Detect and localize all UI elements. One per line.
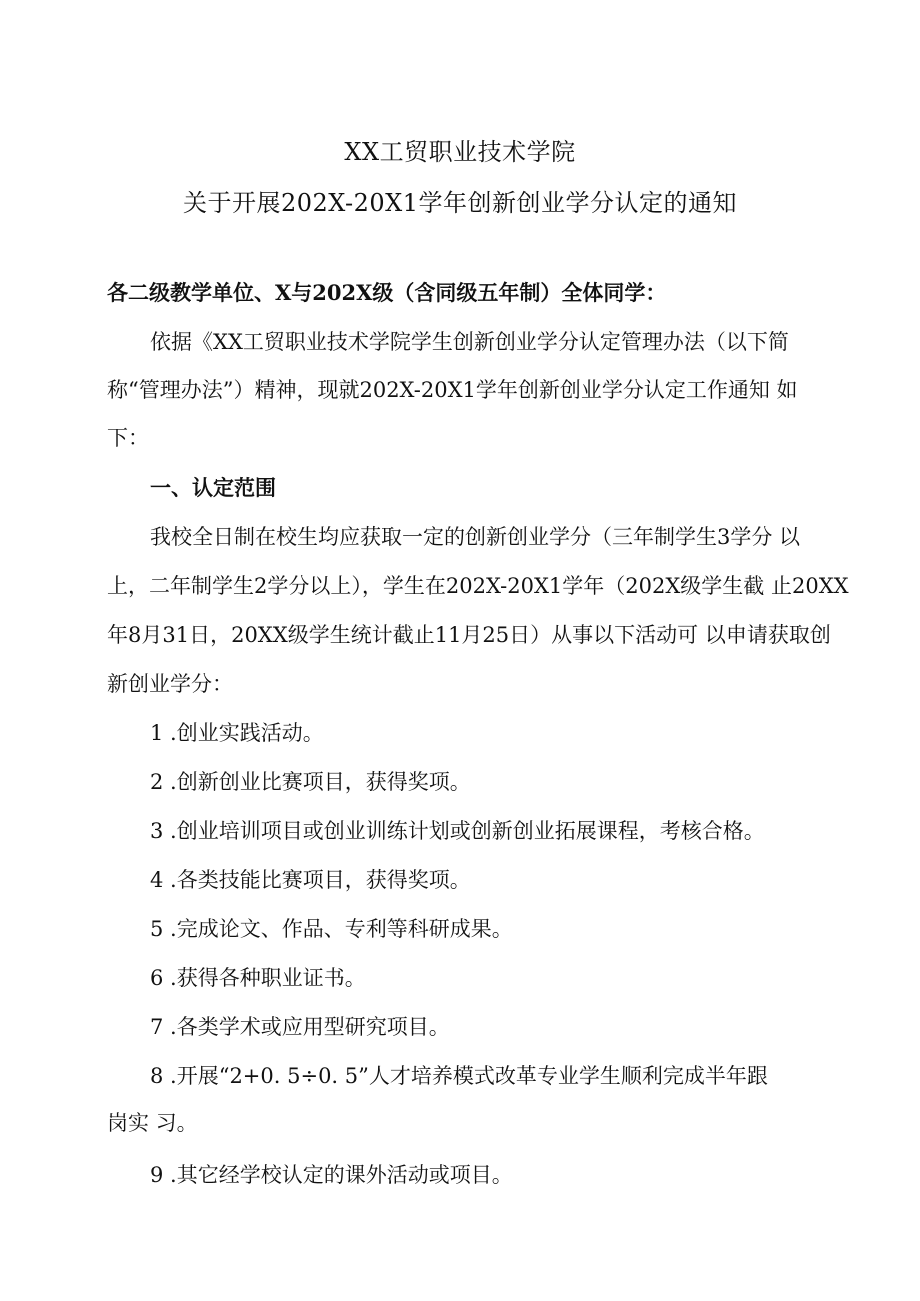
document-title-line-1: XX工贸职业技术学院	[344, 138, 576, 166]
intro-line-1: 依据《XX工贸职业技术学院学生创新创业学分认定管理办法（以下简	[150, 330, 789, 354]
scope-paragraph-line-3: 年8月31日，20XX级学生统计截止11月25日）从事以下活动可 以申请获取创	[107, 623, 831, 647]
scope-paragraph-line-1: 我校全日制在校生均应获取一定的创新创业学分（三年制学生3学分 以	[150, 525, 801, 549]
intro-line-2: 称“管理办法”）精神，现就202X-20X1学年创新创业学分认定工作通知 如	[107, 378, 798, 402]
list-item: 1 .创业实践活动。	[150, 721, 324, 745]
scope-paragraph-line-2: 上，二年制学生2学分以上），学生在202X-20X1学年（202X级学生截 止20XX	[107, 574, 849, 598]
list-item: 5 .完成论文、作品、专利等科研成果。	[150, 917, 513, 941]
section-heading-scope: 一、认定范围	[150, 475, 276, 500]
list-item: 7 .各类学术或应用型研究项目。	[150, 1015, 450, 1039]
list-item: 8 .开展“2+0. 5÷0. 5”人才培养模式改革专业学生顺利完成半年跟	[150, 1064, 768, 1088]
list-item: 4 .各类技能比赛项目，获得奖项。	[150, 868, 471, 892]
list-item: 6 .获得各种职业证书。	[150, 966, 366, 990]
intro-line-3: 下：	[107, 426, 149, 450]
list-item: 3 .创业培训项目或创业训练计划或创新创业拓展课程，考核合格。	[150, 819, 765, 843]
list-item: 9 .其它经学校认定的课外活动或项目。	[150, 1163, 513, 1187]
list-item-continuation: 岗实 习。	[107, 1111, 198, 1135]
scope-paragraph-line-4: 新创业学分：	[107, 672, 233, 696]
salutation: 各二级教学单位、X与202X级（含同级五年制）全体同学：	[107, 280, 667, 305]
document-title-line-2: 关于开展202X-20X1学年创新创业学分认定的通知	[182, 189, 738, 217]
list-item: 2 .创新创业比赛项目，获得奖项。	[150, 770, 471, 794]
